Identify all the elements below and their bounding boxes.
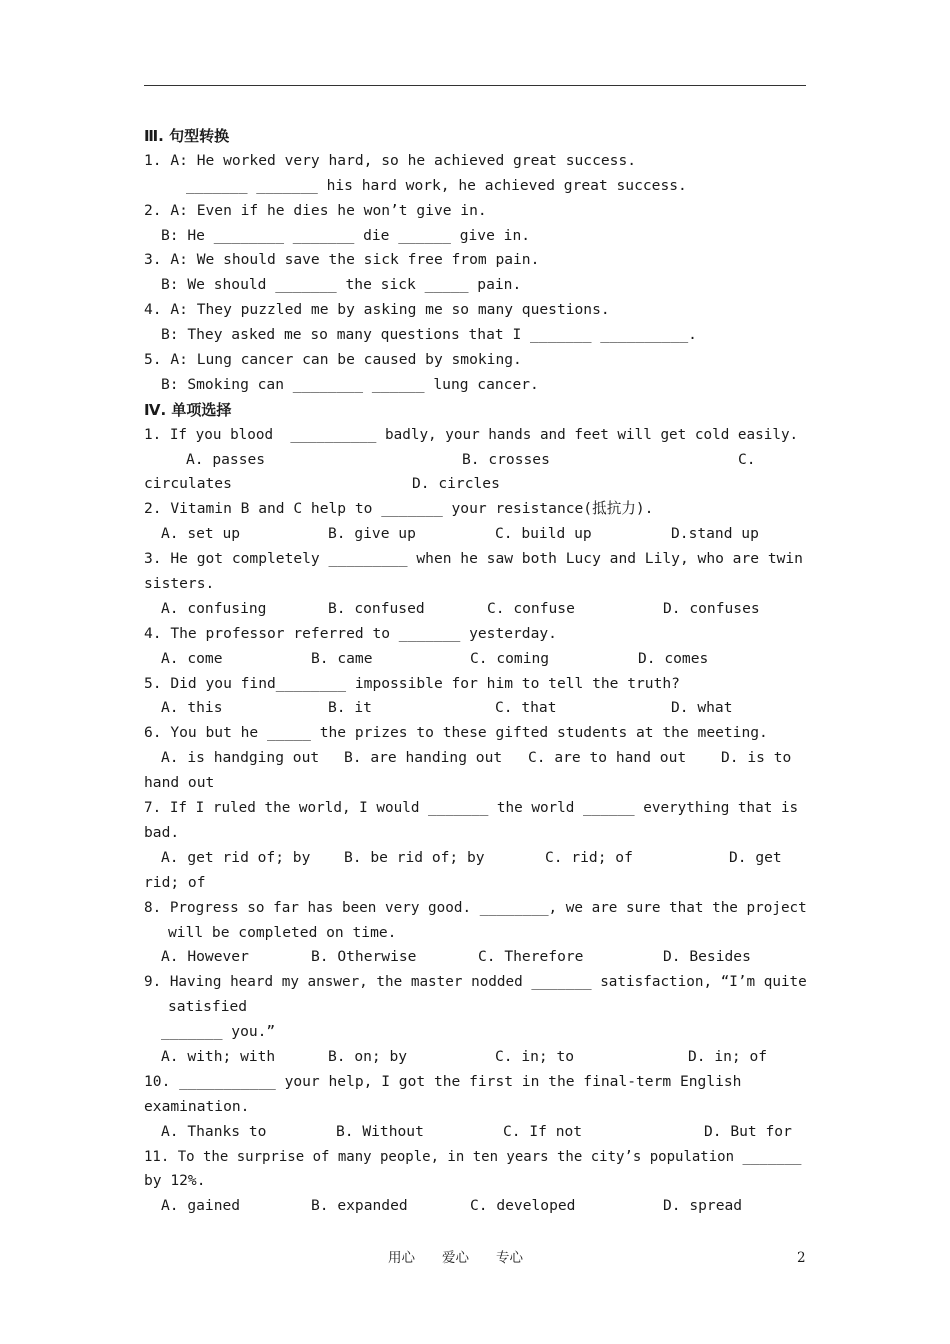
question-7-option-d-wrap: rid; of <box>144 873 206 891</box>
question-7-stem-wrap: bad. <box>144 823 180 841</box>
q2-option-d: D.stand up <box>671 525 759 543</box>
question-1-options <box>144 448 806 473</box>
q5-option-c: C. that <box>495 699 557 717</box>
question-1-options-wrap <box>144 472 806 497</box>
transform-4-a: 4. A: They puzzled me by asking me so many questions. <box>144 301 610 319</box>
q9-option-c: C. in; to <box>495 1047 575 1065</box>
q7-option-d: D. get <box>729 848 782 866</box>
section-heading-sentence-transformation: Ⅲ. 句型转换 <box>144 127 230 145</box>
question-9-stem-wrap-2: _______ you.” <box>161 1023 276 1041</box>
question-10-stem-wrap: examination. <box>144 1097 250 1115</box>
transform-2-a: 2. A: Even if he dies he won’t give in. <box>144 201 487 219</box>
q5-option-b: B. it <box>328 699 372 717</box>
q5-option-d: D. what <box>671 699 733 717</box>
question-5-options <box>144 696 806 721</box>
q7-stem-text: 7. If I ruled the world, I would _______ the world ______ everything that is <box>144 800 799 817</box>
transform-5-a: 5. A: Lung cancer can be caused by smoking. <box>144 351 522 369</box>
question-8-stem <box>144 896 806 921</box>
question-10-stem: 10. ___________ your help, I got the first in the final-term English <box>144 1072 742 1090</box>
question-11-options <box>144 1194 806 1219</box>
question-11-stem <box>144 1145 806 1170</box>
question-7-stem <box>144 796 806 821</box>
q8-stem-text: 8. Progress so far has been very good. ________, we are sure that the project <box>144 899 807 916</box>
q4-option-b: B. came <box>311 649 373 667</box>
q10-option-d: D. But for <box>704 1122 792 1140</box>
section-heading-multiple-choice: Ⅳ. 单项选择 <box>144 400 232 419</box>
transform-2-b: B: He ________ _______ die ______ give in. <box>161 226 531 244</box>
q10-option-c: C. If not <box>503 1122 583 1140</box>
q3-option-d: D. confuses <box>663 599 760 617</box>
q1-option-d: D. circles <box>412 475 500 493</box>
question-8-stem-wrap: will be completed on time. <box>168 923 397 941</box>
q9-option-b: B. on; by <box>328 1047 408 1065</box>
question-3-stem <box>144 547 806 572</box>
q3-option-b: B. confused <box>328 599 425 617</box>
question-1-stem: 1. If you blood __________ badly, your hands and feet will get cold easily. <box>144 426 799 443</box>
q7-option-a: A. get rid of; by <box>161 848 311 866</box>
question-10-options <box>144 1120 806 1145</box>
question-3-stem-wrap: sisters. <box>144 575 215 593</box>
question-11-stem-wrap: by 12%. <box>144 1172 206 1190</box>
transform-3-b: B: We should _______ the sick _____ pain. <box>161 276 522 294</box>
transform-3-a: 3. A: We should save the sick free from pain. <box>144 251 540 269</box>
q6-option-d: D. is to <box>721 749 792 767</box>
q10-option-a: A. Thanks to <box>161 1122 267 1140</box>
q3-option-c: C. confuse <box>487 599 575 617</box>
header-rule <box>144 85 806 86</box>
q11-option-a: A. gained <box>161 1197 241 1215</box>
q1-option-a: A. passes <box>186 450 266 468</box>
question-2-options <box>144 522 806 547</box>
question-7-options <box>144 846 806 871</box>
question-9-stem <box>144 970 806 995</box>
q3-stem-text: 3. He got completely _________ when he saw both Lucy and Lily, who are twin <box>144 550 803 568</box>
q9-option-d: D. in; of <box>688 1047 768 1065</box>
q11-option-b: B. expanded <box>311 1197 408 1215</box>
q2-option-a: A. set up <box>161 525 241 543</box>
q8-option-a: A. However <box>161 948 249 966</box>
page-footer <box>0 1246 950 1270</box>
q6-option-c: C. are to hand out <box>528 749 687 767</box>
q11-option-d: D. spread <box>663 1197 743 1215</box>
worksheet-body <box>144 124 806 1219</box>
question-6-option-d-wrap: hand out <box>144 774 215 792</box>
q1-option-c: C. <box>738 450 756 468</box>
page-number: 2 <box>797 1250 806 1266</box>
question-6-stem: 6. You but he _____ the prizes to these gifted students at the meeting. <box>144 724 768 742</box>
question-8-options <box>144 945 806 970</box>
question-3-options <box>144 597 806 622</box>
transform-4-b: B: They asked me so many questions that I _______ __________. <box>161 326 697 344</box>
question-6-options <box>144 746 806 771</box>
q1-option-c-text: circulates <box>144 475 232 493</box>
question-4-options <box>144 647 806 672</box>
question-4-stem: 4. The professor referred to _______ yesterday. <box>144 624 557 642</box>
q6-option-a: A. is handging out <box>161 749 320 767</box>
question-9-options <box>144 1045 806 1070</box>
q9-option-a: A. with; with <box>161 1047 276 1065</box>
q5-option-a: A. this <box>161 699 223 717</box>
transform-5-b: B: Smoking can ________ ______ lung cancer. <box>161 375 539 393</box>
q4-option-d: D. comes <box>638 649 709 667</box>
q4-option-a: A. come <box>161 649 223 667</box>
q4-option-c: C. coming <box>470 649 550 667</box>
q3-option-a: A. confusing <box>161 599 267 617</box>
question-2-stem: 2. Vitamin B and C help to _______ your resistance(抵抗力). <box>144 500 654 518</box>
q8-option-c: C. Therefore <box>478 948 584 966</box>
q9-stem-text: 9. Having heard my answer, the master nodded _______ satisfaction, “I’m quite <box>144 974 807 991</box>
q7-option-b: B. be rid of; by <box>344 848 485 866</box>
q7-option-c: C. rid; of <box>545 848 633 866</box>
q1-option-b: B. crosses <box>462 450 550 468</box>
q2-option-c: C. build up <box>495 525 592 543</box>
question-5-stem: 5. Did you find________ impossible for him to tell the truth? <box>144 674 680 692</box>
q10-option-b: B. Without <box>336 1122 424 1140</box>
question-9-stem-wrap-1: satisfied <box>168 998 248 1016</box>
q6-option-b: B. are handing out <box>344 749 503 767</box>
transform-1-a: 1. A: He worked very hard, so he achieved great success. <box>144 151 637 169</box>
footer-motto: 用心 爱心 专心 <box>388 1250 523 1266</box>
q2-option-b: B. give up <box>328 525 416 543</box>
q8-option-d: D. Besides <box>663 948 751 966</box>
q8-option-b: B. Otherwise <box>311 948 417 966</box>
q11-option-c: C. developed <box>470 1197 576 1215</box>
transform-1-b: _______ _______ his hard work, he achieved great success. <box>186 176 687 194</box>
q11-stem-text: 11. To the surprise of many people, in ten years the city’s population _______ <box>144 1148 802 1165</box>
